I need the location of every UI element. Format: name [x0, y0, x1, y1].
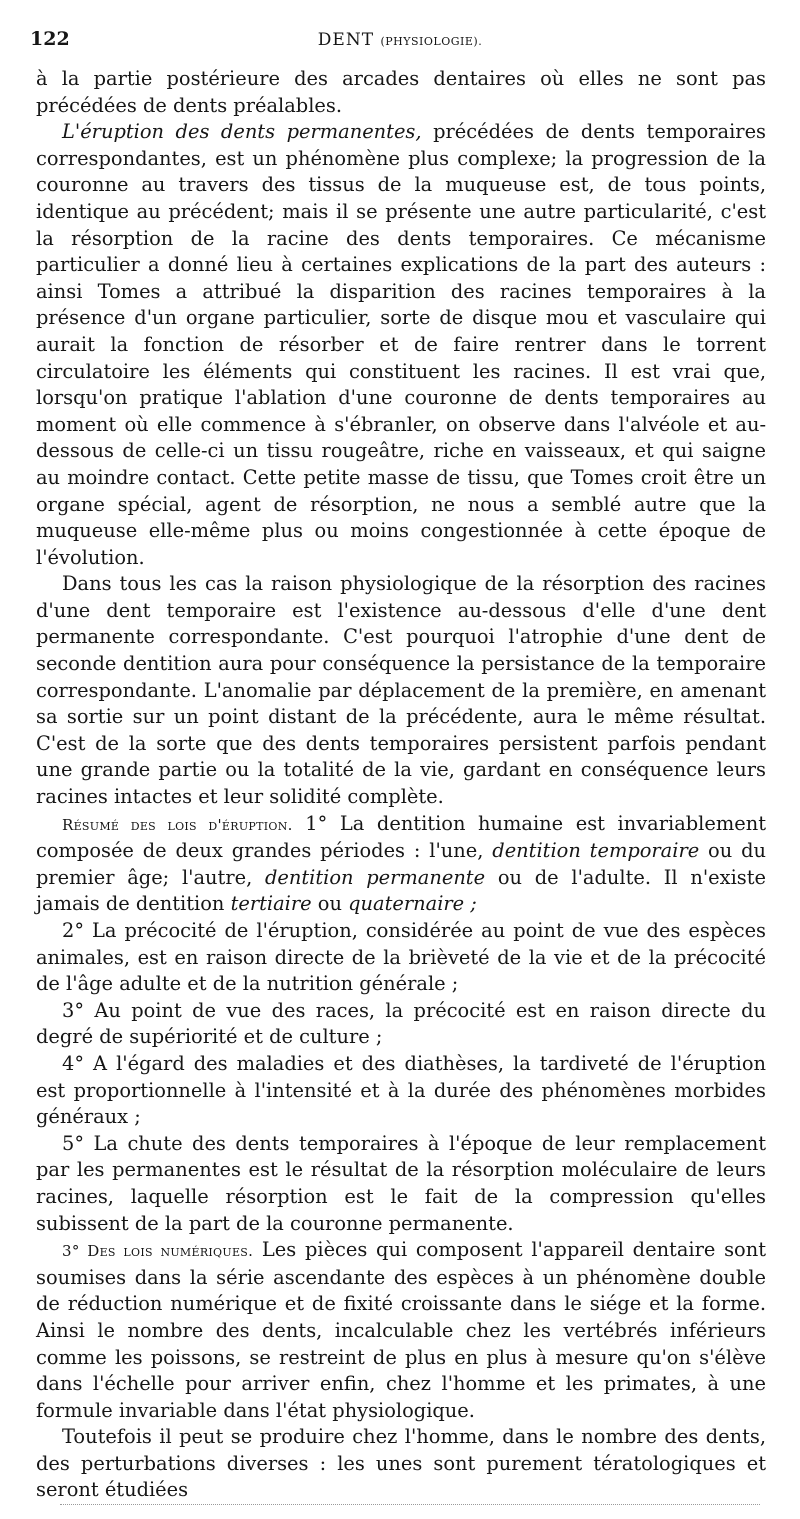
- body-text: [36, 66, 766, 1504]
- paragraph-numeric-laws: [36, 1237, 766, 1424]
- emphasis-eruption-permanentes: L'éruption des dents permanentes,: [62, 120, 422, 144]
- paragraph-permanent-eruption-text: précédées de dents temporaires correspondantes, est un phénomène plus complexe; la progression de la couronne au travers des tissus de la muqueuse est, de tous points, identique au précédent; mais il se présente une autre particularité, c'est la résorption de la racine des dents temporaires. Ce mécanisme particulier a donné lieu à certaines explications de la part des auteurs : ainsi Tomes a attribué la disparition des racines temporaires à la présence d'un organe particulier, sorte de disque mou et vasculaire qui aurait la fonction de résorber et de faire rentrer dans le torrent circulatoire les éléments qui constituent les racines. Il est vrai que, lorsqu'on pratique l'ablation d'une couronne de dents temporaires au moment où elle commence à s'ébranler, on observe dans l'alvéole et au-dessous de celle-ci un tissu rougeâtre, riche en vaisseaux, et qui saigne au moindre contact. Cette petite masse de tissu, que Tomes croit être un organe spécial, agent de résorption, ne nous a semblé autre que la muqueuse elle-même plus ou moins congestionnée à cette époque de l'évolution.: [36, 120, 767, 569]
- paragraph-eruption-laws: [36, 811, 766, 918]
- footer-rule: [60, 1498, 760, 1505]
- emphasis-tertiaire: tertiaire: [230, 892, 312, 916]
- eruption-law-1-text-c: ou de l'adulte. Il n'existe jamais de dentition: [36, 865, 767, 916]
- emphasis-dentition-temporaire: dentition temporaire: [492, 839, 700, 863]
- eruption-law-3: 3° Au point de vue des races, la précocité est en raison directe du degré de supériorité et de culture ;: [36, 998, 766, 1049]
- eruption-law-1-text-b: ou du premier âge; l'autre,: [36, 839, 766, 889]
- running-head: [30, 30, 770, 50]
- eruption-law-2: 2° La précocité de l'éruption, considérée au point de vue des espèces animales, est en raison directe de la brièveté de la vie et de la précocité de l'âge adulte et de la nutrition générale ;: [36, 919, 766, 996]
- eruption-law-5: 5° La chute des dents temporaires à l'époque de leur remplacement par les permanentes est le résultat de la résorption moléculaire de leurs racines, laquelle résorption est le fait de la compression qu'elles subissent de la part de la couronne permanente.: [36, 1131, 766, 1235]
- paragraph-resorption-reason: Dans tous les cas la raison physiologique de la résorption des racines d'une dent temporaire est l'existence au-dessous d'elle d'une dent permanente correspondante. C'est pourquoi l'atrophie d'une dent de seconde dentition aura pour conséquence la persistance de la temporaire correspondante. L'anomalie par déplacement de la première, en amenant sa sortie sur un point distant de la précédente, aura le même résultat. C'est de la sorte que des dents temporaires persistent parfois pendant une grande partie ou la totalité de la vie, gardant en conséquence leurs racines intactes et leur solidité complète.: [36, 572, 766, 809]
- running-head-title: DENT: [317, 30, 375, 50]
- page-number: 122: [30, 28, 70, 50]
- running-head-subtitle: (PHYSIOLOGIE).: [380, 35, 483, 48]
- emphasis-dentition-permanente: dentition permanente: [264, 865, 486, 889]
- section-heading-numeric-laws: 3° Des lois numériques.: [62, 1242, 254, 1261]
- page-header: [30, 28, 770, 58]
- paragraph-numeric-laws-text: Les pièces qui composent l'appareil dentaire sont soumises dans la série ascendante des espèces à un phénomène double de réduction numérique et de fixité croissante dans le siége et la forme. Ainsi le nombre des dents, incalculable chez les vertébrés inférieurs comme les poissons, se restreint de plus en plus à mesure qu'on s'élève dans l'échelle pour arriver enfin, chez l'homme et les primates, à une formule invariable dans l'état physiologique.: [36, 1238, 766, 1422]
- paragraph-perturbations: Toutefois il peut se produire chez l'homme, dans le nombre des dents, des perturbations diverses : les unes sont purement tératologiques et seront étudiées: [36, 1425, 766, 1502]
- eruption-law-4: 4° A l'égard des maladies et des diathèses, la tardiveté de l'éruption est proportionnelle à l'intensité et à la durée des phénomènes morbides généraux ;: [36, 1051, 766, 1129]
- paragraph-permanent-eruption: [36, 119, 766, 571]
- emphasis-quaternaire: quaternaire ;: [348, 892, 477, 916]
- eruption-law-1-text: 1° La dentition humaine est invariablement composée de deux grandes périodes : l'une,: [36, 811, 766, 863]
- section-heading-eruption-laws: Résumé des lois d'éruption.: [62, 815, 293, 834]
- paragraph-continuation: à la partie postérieure des arcades dentaires où elles ne sont pas précédées de dents préalables.: [36, 67, 766, 117]
- eruption-law-1-text-d: ou: [311, 892, 349, 916]
